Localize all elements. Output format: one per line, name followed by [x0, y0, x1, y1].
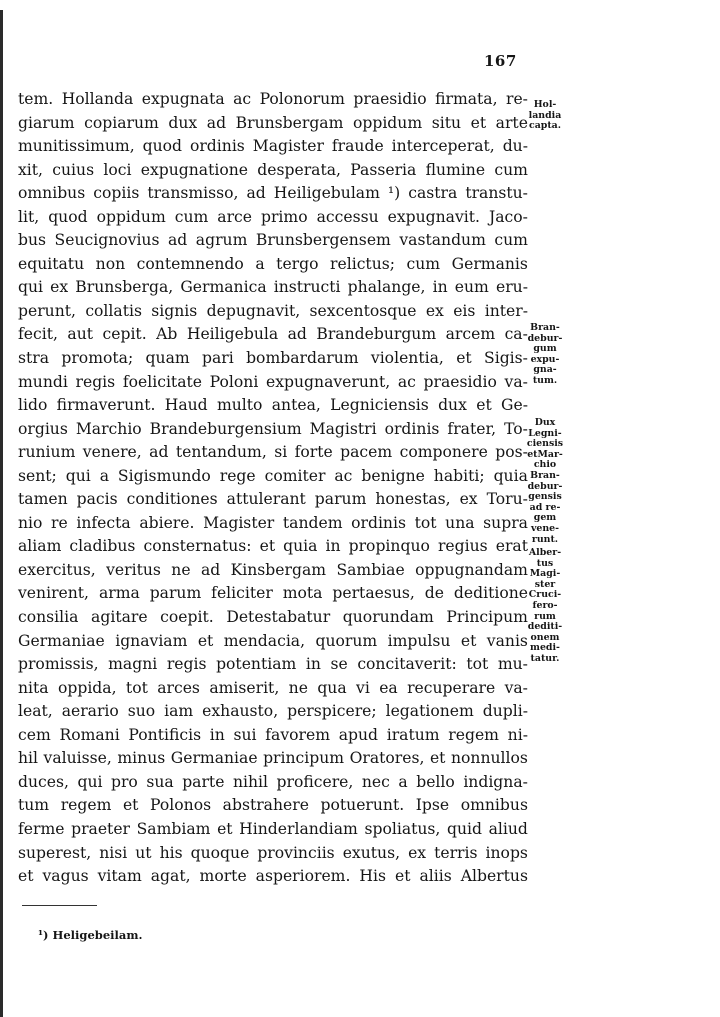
text-line: superest, nisi ut his quoque provinciis exutus, ex terris inops: [18, 843, 528, 862]
text-line: fecit, aut cepit. Ab Heiligebula ad Brandeburgum arcem ca-: [18, 325, 528, 344]
text-line: orgius Marchio Brandeburgensium Magistri ordinis frater, To-: [18, 419, 528, 438]
footnote-divider: [22, 905, 97, 906]
text-line: equitatu non contemnendo a tergo relictus; cum Germanis: [18, 254, 528, 273]
text-line: sent; qui a Sigismundo rege comiter ac benigne habiti; quia: [18, 466, 528, 485]
body-text: [18, 88, 528, 889]
text-line: lit, quod oppidum cum arce primo accessu expugnavit. Jaco-: [18, 207, 528, 226]
text-line: perunt, collatis signis depugnavit, sexcentosque ex eis inter-: [18, 301, 528, 320]
text-line: aliam cladibus consternatus: et quia in propinquo regius erat: [18, 537, 528, 556]
margin-note: Alber- tus Magi- ster Cruci- fero- rum dediti- onem medi- tatur.: [527, 547, 563, 664]
text-line: et vagus vitam agat, morte asperiorem. His et aliis Albertus: [18, 867, 528, 886]
text-line: ferme praeter Sambiam et Hinderlandiam spoliatus, quid aliud: [18, 819, 528, 838]
text-line: venirent, arma parum feliciter mota pertaesus, de deditione: [18, 584, 528, 603]
text-line: promissis, magni regis potentiam in se concitaverit: tot mu-: [18, 655, 528, 674]
margin-note: Dux Legni- ciensis etMar- chio Bran- debur- gensis ad re- gem vene- runt.: [526, 417, 564, 545]
text-line: consilia agitare coepit. Detestabatur quorundam Principum: [18, 608, 528, 627]
text-line: tem. Hollanda expugnata ac Polonorum praesidio firmata, re-: [18, 90, 528, 108]
page-edge-rule: [0, 10, 3, 1017]
text-line: mundi regis foelicitate Poloni expugnaverunt, ac praesidio va-: [18, 372, 528, 391]
text-line: tum regem et Polonos abstrahere potuerunt. Ipse omnibus: [18, 796, 528, 815]
text-line: stra promota; quam pari bombardarum violentia, et Sigis-: [18, 349, 528, 368]
text-line: munitissimum, quod ordinis Magister fraude interceperat, du-: [18, 137, 528, 156]
footnote: [38, 928, 143, 942]
margin-note: Bran- debur- gum expu- gna- tum.: [527, 322, 563, 386]
text-line: xit, cuius loci expugnatione desperata, Passeria flumine cum: [18, 160, 528, 179]
text-line: giarum copiarum dux ad Brunsbergam oppidum situ et arte: [18, 113, 528, 132]
text-line: qui ex Brunsberga, Germanica instructi phalange, in eum eru-: [18, 278, 528, 297]
text-line: Germaniae ignaviam et mendacia, quorum impulsu et vanis: [18, 631, 528, 650]
text-line: cem Romani Pontificis in sui favorem apud iratum regem ni-: [18, 725, 528, 744]
text-line: leat, aerario suo iam exhausto, perspicere; legationem dupli-: [18, 702, 528, 721]
text-line: nita oppida, tot arces amiserit, ne qua vi ea recuperare va-: [18, 678, 528, 697]
text-line: bus Seucignovius ad agrum Brunsbergensem vastandum cum: [18, 231, 528, 250]
footnote-text: Heligebeilam.: [52, 928, 143, 942]
text-line: runium venere, ad tentandum, si forte pacem componere pos-: [18, 443, 528, 462]
page-number: 167: [484, 52, 517, 70]
margin-note: Hol- landia capta.: [528, 99, 562, 132]
text-line: hil valuisse, minus Germaniae principum Oratores, et nonnullos: [18, 749, 528, 768]
text-line: exercitus, veritus ne ad Kinsbergam Sambiae oppugnandam: [18, 560, 528, 579]
text-line: lido firmaverunt. Haud multo antea, Legniciensis dux et Ge-: [18, 396, 528, 415]
footnote-marker: ¹): [38, 928, 49, 942]
text-line: nio re infecta abiere. Magister tandem ordinis tot una supra: [18, 513, 528, 532]
text-line: omnibus copiis transmisso, ad Heiligebulam ¹) castra transtu-: [18, 184, 528, 203]
text-line: duces, qui pro sua parte nihil proficere, nec a bello indigna-: [18, 772, 528, 791]
text-line: tamen pacis conditiones attulerant parum honestas, ex Toru-: [18, 490, 528, 509]
